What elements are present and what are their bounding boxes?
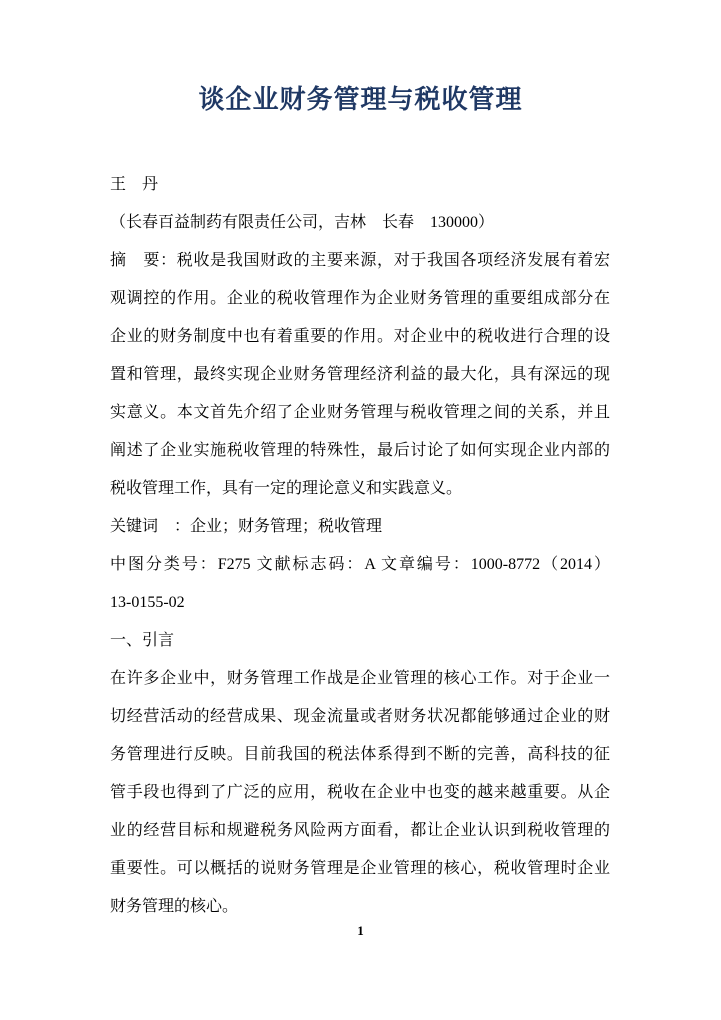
document-body [110,166,610,926]
keywords-line [110,508,610,546]
abstract-paragraph [110,242,610,508]
classification-paragraph [110,546,610,622]
text-line: 中图分类号：F275 文献标志码：A 文章编号：1000-8772（2014） [110,556,610,573]
text-line: 置和管理，最终实现企业财务管理经济利益的最大化，具有深远的现 [110,366,610,383]
text-line: 切经营活动的经营成果、现金流量或者财务状况都能够通过企业的财 [110,708,610,725]
document-title: 谈企业财务管理与税收管理 [198,85,523,114]
text-line: 务管理进行反映。目前我国的税法体系得到不断的完善，高科技的征 [110,746,610,763]
author-line: 王 丹 [110,176,159,193]
text-line: 在许多企业中，财务管理工作战是企业管理的核心工作。对于企业一 [110,670,610,687]
text-line: 重要性。可以概括的说财务管理是企业管理的核心，税收管理时企业 [110,860,610,877]
text-line: 财务管理的核心。 [110,898,239,915]
section-heading-intro: 一、引言 [110,632,175,649]
text-line: 管手段也得到了广泛的应用，税收在企业中也变的越来越重要。从企 [110,784,610,801]
text-line: 关键词 ：企业；财务管理；税收管理 [110,518,383,535]
text-line: 摘 要：税收是我国财政的主要来源，对于我国各项经济发展有着宏 [110,252,610,269]
text-line: 企业的财务制度中也有着重要的作用。对企业中的税收进行合理的设 [110,328,610,345]
page-number: 1 [357,923,364,938]
text-line: 13-0155-02 [110,594,185,611]
text-line: 阐述了企业实施税收管理的特殊性，最后讨论了如何实现企业内部的 [110,442,610,459]
text-line: 税收管理工作，具有一定的理论意义和实践意义。 [110,480,463,497]
text-line: 业的经营目标和规避税务风险两方面看，都让企业认识到税收管理的 [110,822,610,839]
affiliation-line: （长春百益制药有限责任公司，吉林 长春 130000） [110,214,495,231]
text-line: 观调控的作用。企业的税收管理作为企业财务管理的重要组成部分在 [110,290,610,307]
intro-paragraph [110,660,610,926]
text-line: 实意义。本文首先介绍了企业财务管理与税收管理之间的关系，并且 [110,404,610,421]
